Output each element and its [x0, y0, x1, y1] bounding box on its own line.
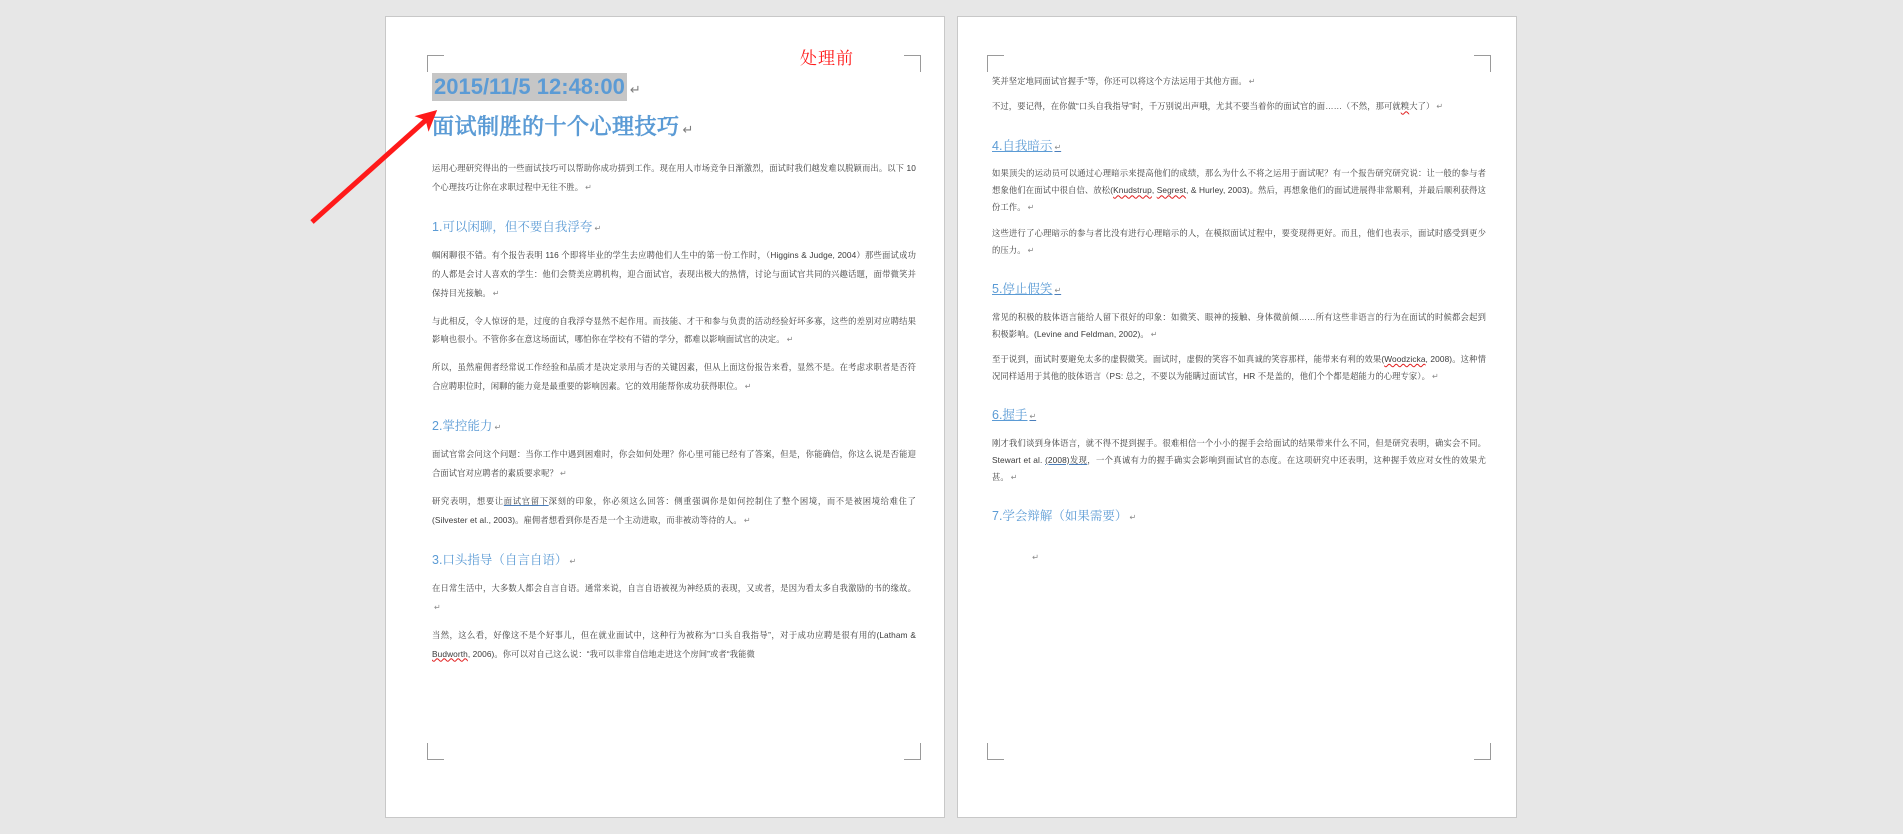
section-3-paragraph-2 [432, 626, 916, 663]
section-6-paragraph-1 [992, 435, 1486, 486]
margin-crop-mark-top-right [904, 55, 921, 72]
section-heading-7-text: 7.学会辩解（如果需要） [992, 509, 1128, 524]
margin-crop-mark-top-left [427, 55, 444, 72]
pilcrow-mark: ↵ [494, 422, 502, 432]
document-page-2[interactable] [957, 16, 1517, 818]
pilcrow-mark: ↵ [786, 335, 794, 345]
section-heading-5[interactable] [992, 281, 1486, 299]
document-title-text: 面试制胜的十个心理技巧 [432, 113, 680, 139]
margin-crop-mark-bottom-right [1474, 743, 1491, 760]
empty-paragraph-mark: ↵ [1032, 551, 1039, 562]
section-5-paragraph-1 [992, 309, 1486, 343]
pilcrow-mark: ↵ [434, 602, 441, 612]
pilcrow-mark: ↵ [1436, 102, 1444, 112]
section-1-paragraph-3 [432, 358, 916, 396]
pilcrow-mark: ↵ [1029, 412, 1037, 422]
continuation-paragraph-1 [992, 73, 1486, 90]
section-heading-1-text: 1.可以闲聊，但不要自我浮夸 [432, 219, 593, 234]
pilcrow-mark: ↵ [559, 469, 567, 479]
pilcrow-mark: ↵ [1129, 513, 1137, 523]
pilcrow-mark: ↵ [569, 556, 577, 566]
section-1-paragraph-1 [432, 246, 916, 302]
section-3-paragraph-2-text: 当然，这么看，好像这不是个好事儿，但在就业面试中，这种行为被称为“口头自我指导”，对于成功应聘是很有用的(Latham & Budworth, 2006)。你可以对自己这么说：“我可以非常自信地走进这个房间”或者“我能微 [432, 629, 916, 659]
margin-crop-mark-top-right [1474, 55, 1491, 72]
pilcrow-mark: ↵ [1431, 371, 1439, 381]
section-2-paragraph-2-text: 研究表明，想要让面试官留下深刻的印象，你必须这么回答：侧重强调你是如何控制住了整个困境，而不是被困境给难住了(Silvester et al., 2003)。雇佣者想看到你是否是一个主动进取，而非被动等待的人。 [432, 496, 916, 525]
pilcrow-mark: ↵ [594, 223, 602, 233]
intro-paragraph-text: 运用心理研究得出的一些面试技巧可以帮助你成功挵到工作。现在用人市场竞争日渐激烈，面试时我们越发难以脱颖而出。以下 10 个心理技巧让你在求职过程中无往不胜。 [432, 163, 916, 192]
section-5-paragraph-1-text: 常见的积极的肢体语言能给人留下很好的印象：如微笑、眼神的接触、身体微前倾……所有这些非语言的行为在面试的时候都会起到积极影响。(Levine and Feldman, 2002)。 [992, 311, 1486, 339]
pilcrow-mark: ↵ [743, 515, 751, 525]
annotation-label: 处理前 [800, 49, 854, 68]
document-date-line[interactable] [432, 73, 916, 101]
section-1-paragraph-1-text: 帼闲聊很不错。有个报告表明 116 个即将毕业的学生去应聘他们人生中的第一份工作时，（Higgins & Judge, 2004）那些面试成功的人都是会讨人喜欢的学生：他们会赞美应聘机构，迎合面试官，表现出极大的热情，讨论与面试官共同的兴趣话题，面带微笑并保持目光接触。 [432, 250, 916, 298]
section-3-paragraph-1 [432, 579, 916, 617]
document-date-highlighted-text[interactable]: 2015/11/5 12:48:00 [434, 74, 625, 99]
section-1-paragraph-2-text: 与此相反，令人惊讶的是，过度的自我浮夸显然不起作用。而技能、才干和参与负责的活动经验好坏多寡，这些的差别对应聘结果影响也很小。不管你多在意这场面试，哪怕你在学校有不错的学分，都难以影响面试官的决定。 [432, 315, 916, 345]
section-6-paragraph-1-text: 刚才我们谈到身体语言，就不得不提到握手。很难相信一个小小的握手会给面试的结果带来什么不同，但是研究表明，确实会不同。Stewart et al. (2008)发现，一个真诚有力的握手确实会影响到面试官的态度。在这项研究中还表明，这种握手效应对女性的效果尤甚。 [992, 437, 1486, 482]
section-2-paragraph-1-text: 面试官常会问这个问题：当你工作中遇到困难时，你会如何处理？你心里可能已经有了答案，但是，你能确信，你这么说是否能迎合面试官对应聘者的素质要求呢？ [432, 449, 916, 479]
section-heading-7[interactable] [992, 508, 1486, 526]
pilcrow-mark: ↵ [1027, 245, 1035, 255]
pilcrow-mark: ↵ [744, 381, 752, 391]
section-heading-3-text: 3.口头指导（自言自语） [432, 552, 568, 567]
pilcrow-mark: ↵ [1010, 472, 1018, 482]
pilcrow-mark: ↵ [629, 82, 641, 97]
section-heading-3[interactable] [432, 552, 916, 570]
section-heading-6[interactable] [992, 407, 1486, 425]
margin-crop-mark-bottom-left [427, 743, 444, 760]
section-heading-6-text: 6.握手 [992, 408, 1028, 423]
pilcrow-mark: ↵ [492, 288, 500, 298]
document-title[interactable] [432, 113, 916, 142]
margin-crop-mark-top-left [987, 55, 1004, 72]
section-1-paragraph-2 [432, 312, 916, 350]
pilcrow-mark: ↵ [585, 182, 592, 192]
continuation-paragraph-2-text: 不过，要记得，在你做“口头自我指导”时，千万别说出声哦，尤其不要当着你的面试官的面……（不然，那可就糗大了） [992, 101, 1435, 112]
margin-crop-mark-bottom-left [987, 743, 1004, 760]
section-4-paragraph-2-text: 这些进行了心理暗示的参与者比没有进行心理暗示的人，在模拟面试过程中，要变现得更好。而且，他们也表示，面试时感受到更少的压力。 [992, 227, 1486, 255]
section-heading-5-text: 5.停止假笑 [992, 282, 1053, 297]
section-heading-1[interactable] [432, 219, 916, 237]
section-2-paragraph-2 [432, 492, 916, 530]
pilcrow-mark: ↵ [1027, 203, 1035, 213]
pilcrow-mark: ↵ [1248, 77, 1256, 86]
section-4-paragraph-1-text: 如果顶尖的运动员可以通过心理暗示来提高他们的成绩，那么为什么不将之运用于面试呢？有一个报告研究研究说：让一般的参与者想象他们在面试中很自信、放松(Knudstrup, Segrest, & Hurley, 2003)。然后，再想象他们的面试进展得非常顺利，并最后顺利获得这份工作。 [992, 168, 1487, 213]
pilcrow-mark: ↵ [1150, 329, 1158, 339]
section-4-paragraph-2 [992, 225, 1486, 259]
document-page-1[interactable] [385, 16, 945, 818]
continuation-paragraph-1-text: 笑并坚定地同面试官握手”等，你还可以将这个方法运用于其他方面。 [992, 76, 1247, 86]
pilcrow-mark: ↵ [1054, 286, 1062, 296]
section-5-paragraph-2 [992, 351, 1486, 385]
margin-crop-mark-bottom-right [904, 743, 921, 760]
intro-paragraph [432, 159, 916, 197]
section-4-paragraph-1 [992, 165, 1486, 216]
section-2-paragraph-1 [432, 445, 916, 483]
section-heading-2-text: 2.掌控能力 [432, 418, 493, 433]
pilcrow-mark: ↵ [682, 121, 694, 137]
continuation-paragraph-2 [992, 98, 1486, 115]
section-heading-4[interactable] [992, 138, 1486, 156]
section-heading-2[interactable] [432, 418, 916, 436]
section-3-paragraph-1-text: 在日常生活中，大多数人都会自言自语。通常来说，自言自语被视为神经质的表现，又或者，是因为看太多自我激励的书的缘故。 [432, 583, 916, 594]
page-1-content [432, 73, 916, 672]
pilcrow-mark: ↵ [1054, 142, 1062, 152]
section-5-paragraph-2-text: 至于说到，面试时要避免太多的虚假微笑。面试时，虚假的笑容不如真诚的笑容那样，能带来有利的效果(Woodzicka, 2008)。这种情况同样适用于其他的肢体语言（PS: 总之，不要以为能瞒过面试官，HR 不是盖的，他们个个都是超能力的心理专家）。 [992, 353, 1487, 381]
page-2-content [992, 73, 1486, 562]
section-heading-4-text: 4.自我暗示 [992, 138, 1053, 153]
section-1-paragraph-3-text: 所以，虽然雇佣者经常说工作经验和品质才是决定录用与否的关键因素，但从上面这份报告来看，显然不是。在考虑求职者是否符合应聘职位时，闲聊的能力竟是最重要的影响因素。它的效用能帮你成功获得职位。 [432, 362, 916, 391]
